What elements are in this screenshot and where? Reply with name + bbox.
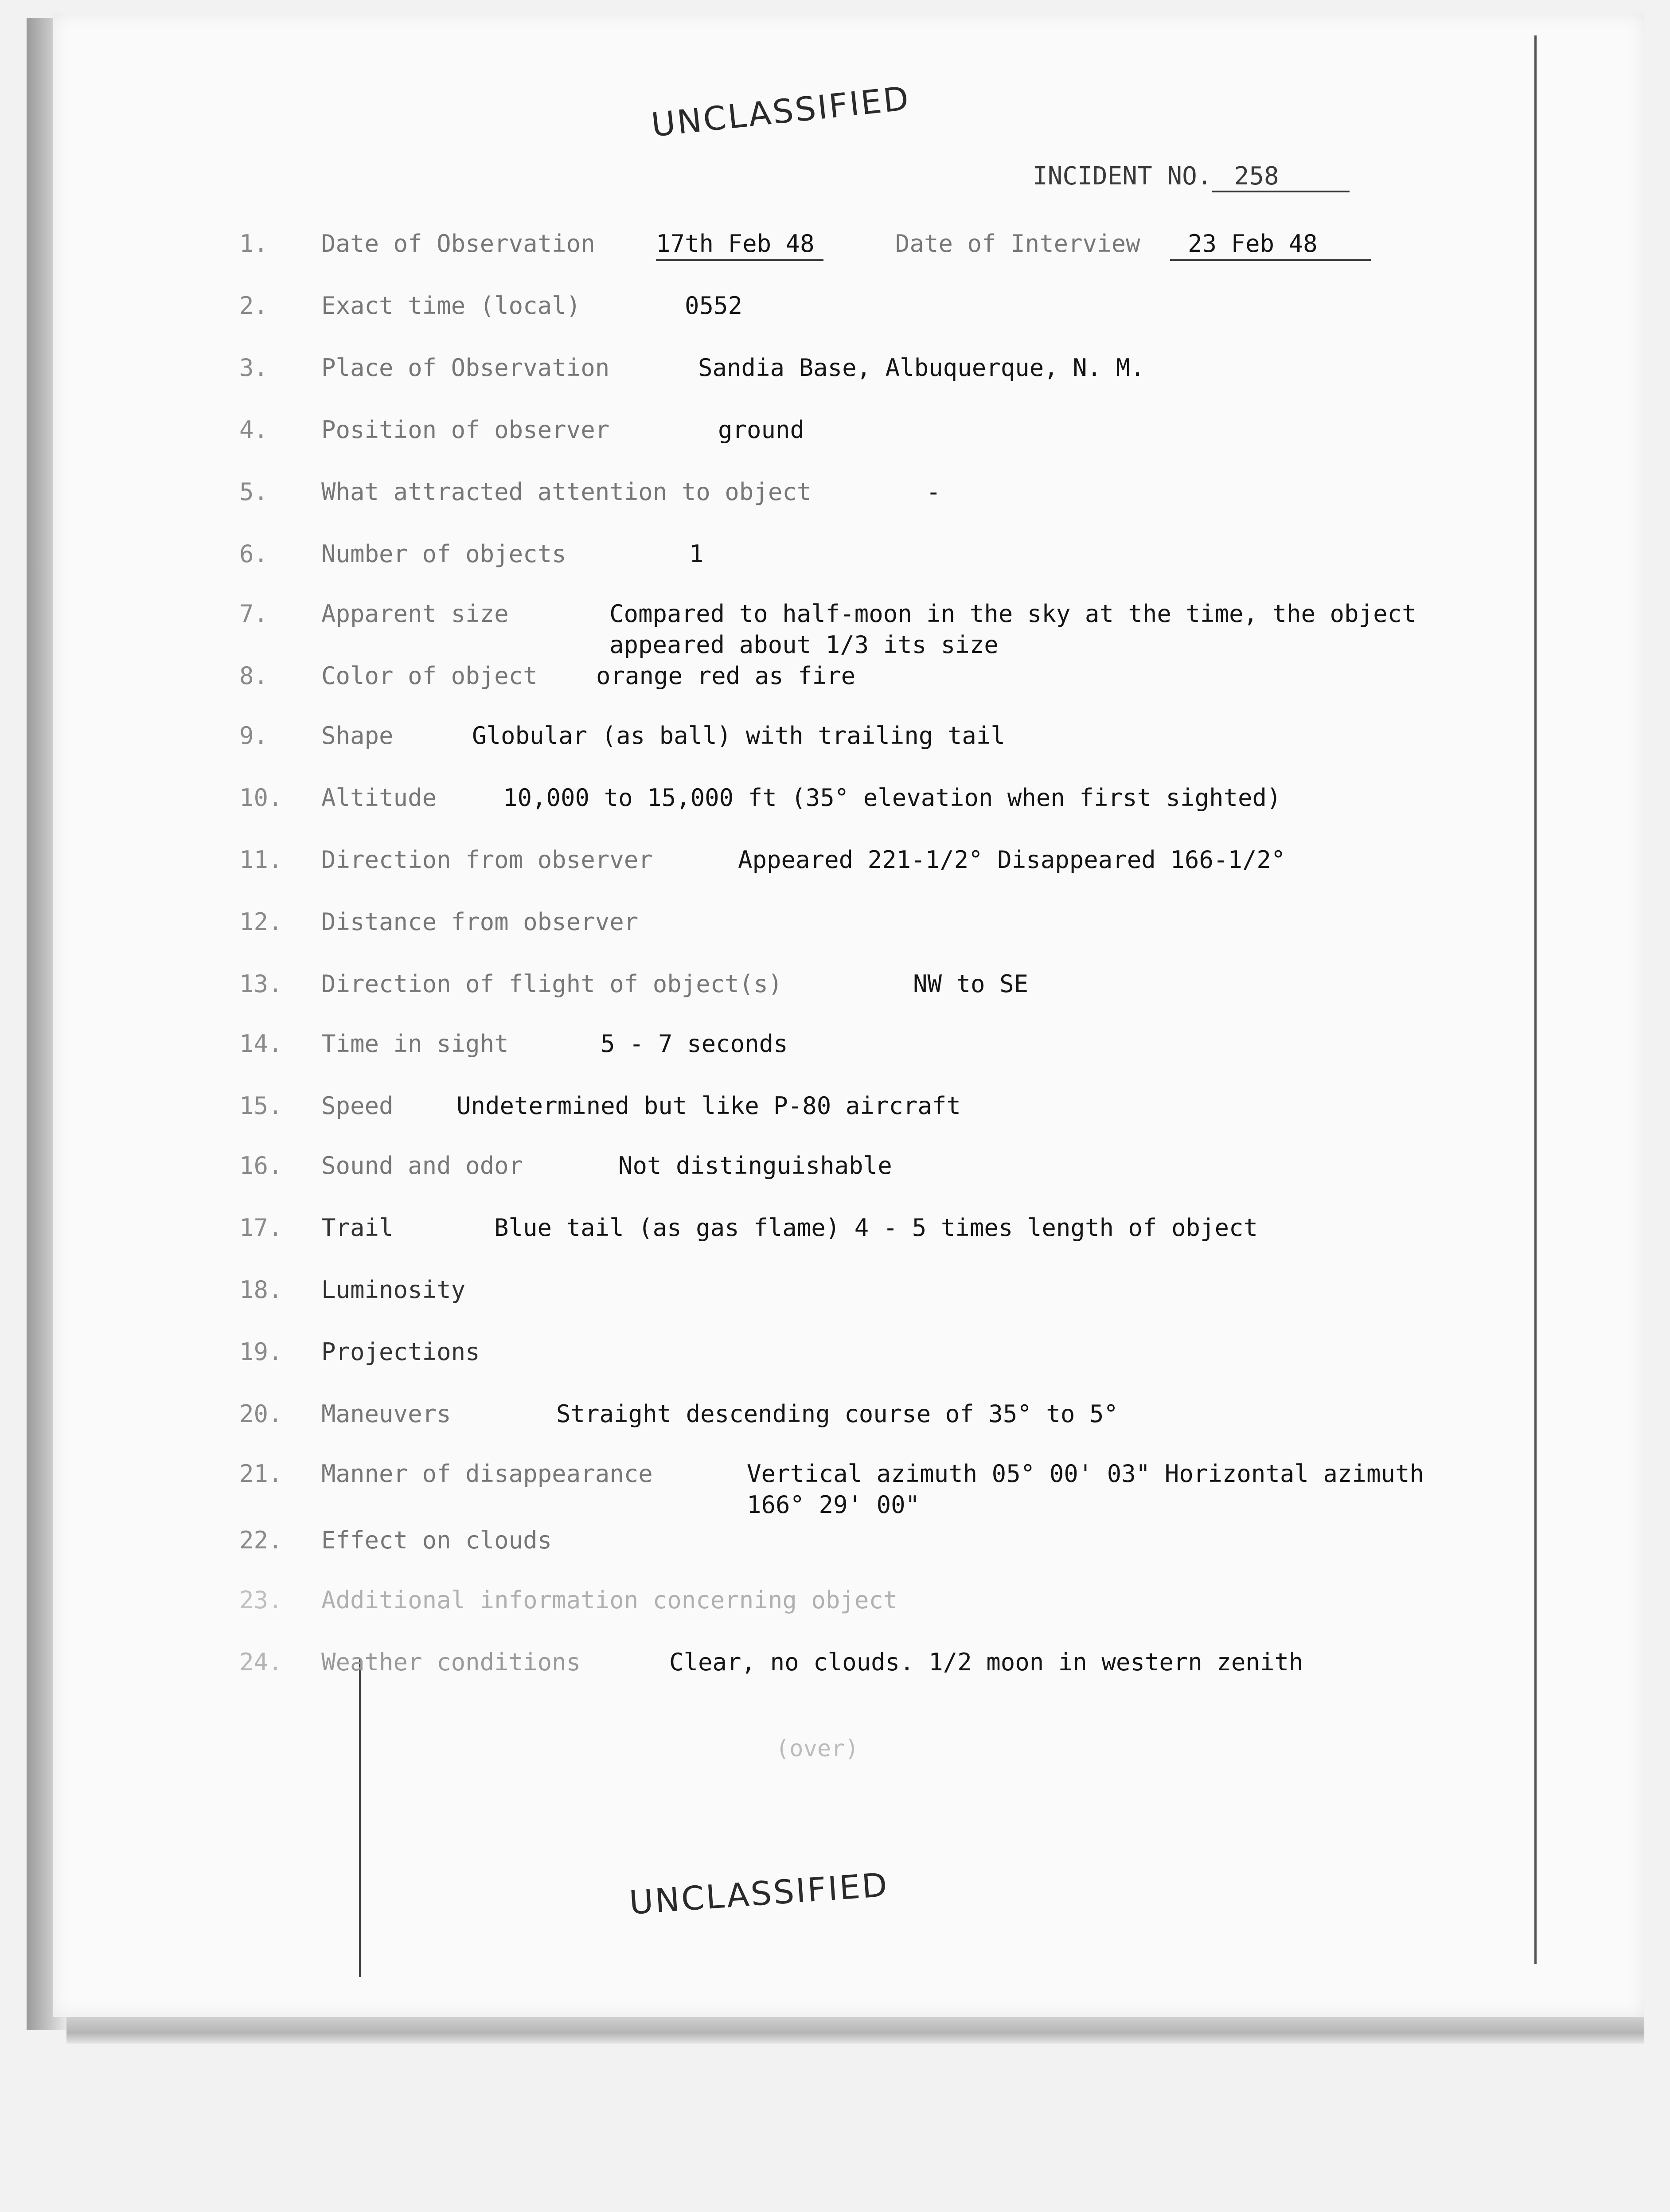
row-number: 16. bbox=[239, 1152, 283, 1180]
row-label: Projections bbox=[321, 1338, 480, 1366]
row-number: 1. bbox=[239, 230, 269, 258]
photo-shadow-bottom bbox=[66, 2017, 1644, 2044]
page-edge-line bbox=[1534, 35, 1537, 1964]
row-label: Direction of flight of object(s) bbox=[321, 970, 783, 998]
row-number: 20. bbox=[239, 1400, 283, 1428]
row-label: Weather conditions bbox=[321, 1648, 581, 1676]
row-value: Vertical azimuth 05° 00' 03" Horizontal azimuth bbox=[747, 1460, 1424, 1488]
row-number: 6. bbox=[239, 540, 269, 568]
row-number: 21. bbox=[239, 1460, 283, 1488]
margin-line bbox=[359, 1658, 361, 1977]
row-value: Appeared 221-1/2° Disappeared 166-1/2° bbox=[738, 846, 1286, 874]
row-number: 23. bbox=[239, 1586, 283, 1614]
row-label: Additional information concerning object bbox=[321, 1586, 898, 1614]
row-number: 18. bbox=[239, 1276, 283, 1304]
row-value: NW to SE bbox=[913, 970, 1029, 998]
row-number: 5. bbox=[239, 478, 269, 506]
row-number: 7. bbox=[239, 600, 269, 628]
row-label: Maneuvers bbox=[321, 1400, 451, 1428]
row-number: 17. bbox=[239, 1214, 283, 1242]
row-number: 14. bbox=[239, 1030, 283, 1058]
row-label: Shape bbox=[321, 722, 394, 750]
row-number: 8. bbox=[239, 662, 269, 690]
row-label: Distance from observer bbox=[321, 908, 639, 936]
incident-value: 258 bbox=[1212, 162, 1350, 192]
classification-stamp-bottom: UNCLASSIFIED bbox=[628, 1866, 890, 1922]
row-value: 10,000 to 15,000 ft (35° elevation when first sighted) bbox=[503, 784, 1281, 812]
interview-date-label: Date of Interview bbox=[895, 230, 1140, 258]
row-value-continued: 166° 29' 00" bbox=[747, 1491, 920, 1519]
incident-label: INCIDENT NO. bbox=[1033, 162, 1212, 191]
row-value: Not distinguishable bbox=[618, 1152, 892, 1180]
row-label: Speed bbox=[321, 1092, 394, 1120]
row-number: 12. bbox=[239, 908, 283, 936]
row-value: orange red as fire bbox=[596, 662, 856, 690]
classification-stamp-top: UNCLASSIFIED bbox=[649, 79, 912, 145]
observation-date: 17th Feb 48 bbox=[656, 228, 823, 261]
interview-date: 23 Feb 48 bbox=[1170, 228, 1371, 261]
row-label: Position of observer bbox=[321, 416, 610, 444]
over-note: (over) bbox=[776, 1735, 859, 1762]
row-value: Blue tail (as gas flame) 4 - 5 times length of object bbox=[494, 1214, 1258, 1242]
row-value-continued: appeared about 1/3 its size bbox=[609, 631, 999, 659]
row-value: Compared to half-moon in the sky at the time, the object bbox=[609, 600, 1416, 628]
row-number: 24. bbox=[239, 1648, 283, 1676]
row-label: What attracted attention to object bbox=[321, 478, 812, 506]
row-label: Time in sight bbox=[321, 1030, 509, 1058]
row-label: Apparent size bbox=[321, 600, 509, 628]
row-label: Luminosity bbox=[321, 1276, 466, 1304]
row-value: Straight descending course of 35° to 5° bbox=[556, 1400, 1118, 1428]
row-value: - bbox=[926, 478, 941, 506]
row-number: 19. bbox=[239, 1338, 283, 1366]
row-number: 4. bbox=[239, 416, 269, 444]
row-label: Manner of disappearance bbox=[321, 1460, 653, 1488]
row-label: Place of Observation bbox=[321, 354, 610, 382]
row-number: 13. bbox=[239, 970, 283, 998]
row-label: Color of object bbox=[321, 662, 538, 690]
row-number: 10. bbox=[239, 784, 283, 812]
row-value: Sandia Base, Albuquerque, N. M. bbox=[698, 354, 1145, 382]
row-label: Trail bbox=[321, 1214, 394, 1242]
row-value: 5 - 7 seconds bbox=[601, 1030, 788, 1058]
row-label: Number of objects bbox=[321, 540, 566, 568]
row-value: Globular (as ball) with trailing tail bbox=[472, 722, 1005, 750]
row-value: 0552 bbox=[685, 292, 743, 320]
row-value: ground bbox=[718, 416, 805, 444]
row-number: 9. bbox=[239, 722, 269, 750]
row-number: 2. bbox=[239, 292, 269, 320]
row-value: Clear, no clouds. 1/2 moon in western zenith bbox=[669, 1648, 1303, 1676]
row-label: Sound and odor bbox=[321, 1152, 523, 1180]
row-number: 3. bbox=[239, 354, 269, 382]
incident-number bbox=[1033, 162, 1350, 192]
row-label: Effect on clouds bbox=[321, 1526, 552, 1554]
row-label: Altitude bbox=[321, 784, 437, 812]
row-label: Exact time (local) bbox=[321, 292, 581, 320]
row-number: 15. bbox=[239, 1092, 283, 1120]
row-number: 11. bbox=[239, 846, 283, 874]
row-value: Undetermined but like P-80 aircraft bbox=[457, 1092, 961, 1120]
row-label: Date of Observation bbox=[321, 230, 595, 258]
row-number: 22. bbox=[239, 1526, 283, 1554]
row-value: 1 bbox=[689, 540, 704, 568]
row-label: Direction from observer bbox=[321, 846, 653, 874]
